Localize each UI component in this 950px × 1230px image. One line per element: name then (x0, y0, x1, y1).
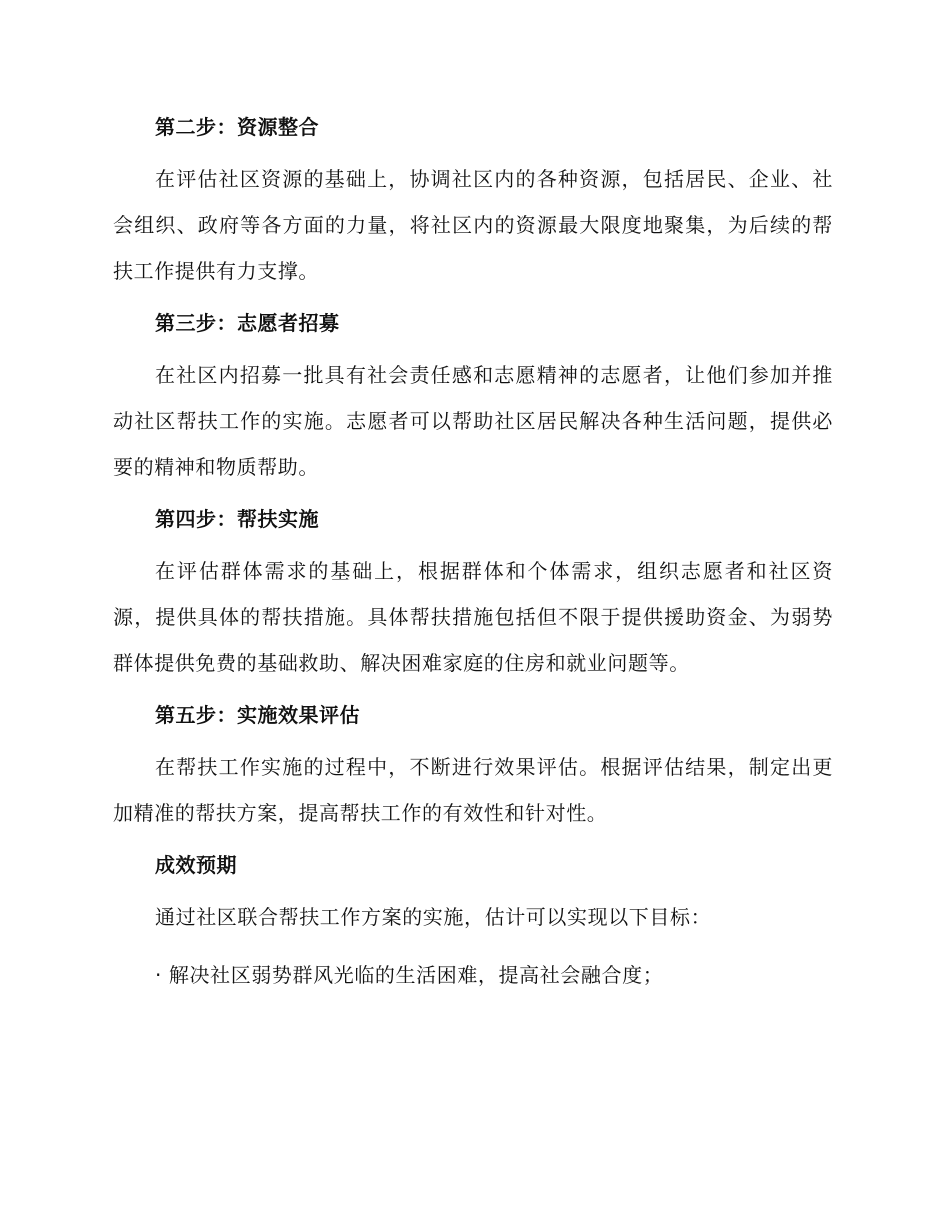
section-paragraph-step-2: 在评估社区资源的基础上，协调社区内的各种资源，包括居民、企业、社会组织、政府等各方面的力量，将社区内的资源最大限度地聚集，为后续的帮扶工作提供有力支撑。 (113, 167, 833, 283)
section-paragraph-step-5: 在帮扶工作实施的过程中，不断进行效果评估。根据评估结果，制定出更加精准的帮扶方案，提高帮扶工作的有效性和针对性。 (113, 755, 833, 825)
document-body (113, 110, 833, 998)
section-heading-step-4: 第四步：帮扶实施 (155, 507, 319, 531)
section-heading-step-3: 第三步：志愿者招募 (155, 311, 340, 335)
outcome-heading: 成效预期 (155, 853, 237, 877)
outcome-intro: 通过社区联合帮扶工作方案的实施，估计可以实现以下目标： (155, 905, 712, 929)
outcome-bullet-item: · 解决社区弱势群风光临的生活困难，提高社会融合度； (155, 963, 664, 987)
section-paragraph-step-3: 在社区内招募一批具有社会责任感和志愿精神的志愿者，让他们参加并推动社区帮扶工作的实施。志愿者可以帮助社区居民解决各种生活问题，提供必要的精神和物质帮助。 (113, 363, 833, 479)
section-heading-step-2: 第二步：资源整合 (155, 115, 319, 139)
section-paragraph-step-4: 在评估群体需求的基础上，根据群体和个体需求，组织志愿者和社区资源，提供具体的帮扶措施。具体帮扶措施包括但不限于提供援助资金、为弱势群体提供免费的基础救助、解决困难家庭的住房和就业问题等。 (113, 559, 833, 675)
section-heading-step-5: 第五步：实施效果评估 (155, 703, 360, 727)
